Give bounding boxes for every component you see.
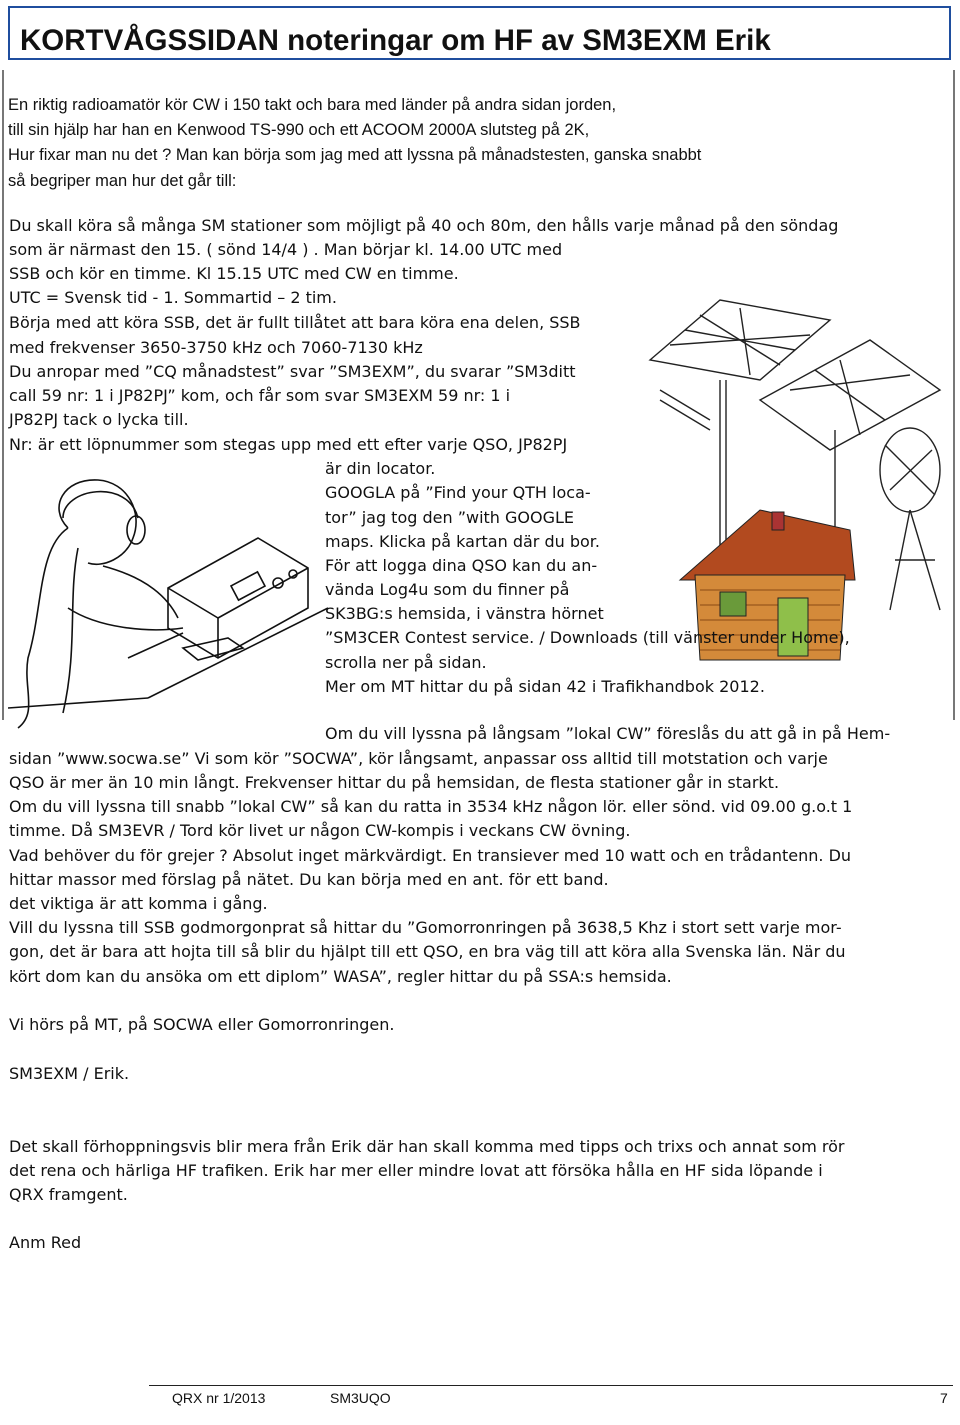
- text-line: timme. Då SM3EVR / Tord kör livet ur någon CW-kompis i veckans CW övning.: [9, 821, 631, 840]
- text-line: Nr: är ett löpnummer som stegas upp med ett efter varje QSO, JP82PJ: [9, 435, 568, 454]
- text-line: ”SM3CER Contest service. / Downloads (till vänster under Home),: [325, 628, 850, 647]
- text-line: QRX framgent.: [9, 1185, 128, 1204]
- text-line: som är närmast den 15. ( sönd 14/4 ) . Man börjar kl. 14.00 UTC med: [9, 240, 563, 259]
- radio-operator-illustration: [8, 458, 328, 730]
- text-line: GOOGLA på ”Find your QTH loca-: [325, 483, 591, 502]
- text-line: tor” jag tog den ”with GOOGLE: [325, 508, 575, 527]
- text-line: Vill du lyssna till SSB godmorgonprat så hittar du ”Gomorronringen på 3638,5 Khz i stort sett varje mor-: [9, 918, 842, 937]
- text-line: sidan ”www.socwa.se” Vi som kör ”SOCWA”, kör långsamt, anpassar oss alltid till motstation och varje: [9, 749, 828, 768]
- footer-author: SM3UQO: [330, 1390, 391, 1406]
- text-line: till sin hjälp har han en Kenwood TS-990 och ett ACOOM 2000A slutsteg på 2K,: [8, 121, 590, 139]
- text-line: SK3BG:s hemsida, i vänstra hörnet: [325, 604, 604, 623]
- text-line: För att logga dina QSO kan du an-: [325, 556, 598, 575]
- header-box: [8, 6, 951, 60]
- text-line: gon, det är bara att hojta till så blir du hjälpt till ett QSO, en bra väg till att köra alla Svenska län. När du: [9, 942, 846, 961]
- text-line: Hur fixar man nu det ? Man kan börja som jag med att lyssna på månadstesten, ganska snabbt: [8, 146, 702, 164]
- antenna-house-illustration: [640, 280, 958, 680]
- text-line: scrolla ner på sidan.: [325, 653, 487, 672]
- text-line: kört dom kan du ansöka om ett diplom” WASA”, regler hittar du på SSA:s hemsida.: [9, 967, 672, 986]
- text-line: Vad behöver du för grejer ? Absolut inget märkvärdigt. En transiever med 10 watt och en trådantenn. Du: [9, 846, 852, 865]
- text-line: QSO är mer än 10 min långt. Frekvenser hittar du på hemsidan, de flesta stationer går in starkt.: [9, 773, 780, 792]
- text-line: UTC = Svensk tid - 1. Sommartid – 2 tim.: [9, 288, 337, 307]
- text-line: SM3EXM / Erik.: [9, 1064, 130, 1083]
- text-line: hittar massor med förslag på nätet. Du kan börja med en ant. för ett band.: [9, 870, 609, 889]
- text-line: Du skall köra så många SM stationer som möjligt på 40 och 80m, den hålls varje månad på den söndag: [9, 216, 839, 235]
- text-line: Du anropar med ”CQ månadstest” svar ”SM3EXM”, du svarar ”SM3ditt: [9, 362, 576, 381]
- text-line: Mer om MT hittar du på sidan 42 i Trafikhandbok 2012.: [325, 677, 765, 696]
- text-line: Om du vill lyssna på långsam ”lokal CW” föreslås du att gå in på Hem-: [325, 724, 891, 743]
- text-line: det viktiga är att komma i gång.: [9, 894, 268, 913]
- text-line: Anm Red: [9, 1233, 82, 1252]
- text-line: med frekvenser 3650-3750 kHz och 7060-7130 kHz: [9, 338, 423, 357]
- text-line: call 59 nr: 1 i JP82PJ” kom, och får som svar SM3EXM 59 nr: 1 i: [9, 386, 511, 405]
- text-line: SSB och kör en timme. Kl 15.15 UTC med CW en timme.: [9, 264, 459, 283]
- text-line: Om du vill lyssna till snabb ”lokal CW” så kan du ratta in 3534 kHz någon lör. eller sönd. vid 09.00 g.o.t 1: [9, 797, 853, 816]
- text-line: En riktig radioamatör kör CW i 150 takt och bara med länder på andra sidan jorden,: [8, 96, 617, 114]
- text-line: Börja med att köra SSB, det är fullt tillåtet att bara köra ena delen, SSB: [9, 313, 581, 332]
- footer-page-number: 7: [940, 1390, 948, 1406]
- text-line: det rena och härliga HF trafiken. Erik har mer eller mindre lovat att försöka hålla en HF sida löpande i: [9, 1161, 823, 1180]
- footer-rule: [149, 1385, 953, 1386]
- text-line: så begriper man hur det går till:: [8, 172, 237, 190]
- text-line: vända Log4u som du finner på: [325, 580, 570, 599]
- text-line: Vi hörs på MT, på SOCWA eller Gomorronringen.: [9, 1015, 395, 1034]
- text-line: maps. Klicka på kartan där du bor.: [325, 532, 600, 551]
- text-line: är din locator.: [325, 459, 436, 478]
- text-line: JP82PJ tack o lycka till.: [9, 410, 189, 429]
- text-line: Det skall förhoppningsvis blir mera från Erik där han skall komma med tipps och trixs och annat som rör: [9, 1137, 845, 1156]
- page-title: KORTVÅGSSIDAN noteringar om HF av SM3EXM Erik: [20, 24, 771, 57]
- frame-border-left: [2, 70, 4, 720]
- footer-issue: QRX nr 1/2013: [172, 1390, 266, 1406]
